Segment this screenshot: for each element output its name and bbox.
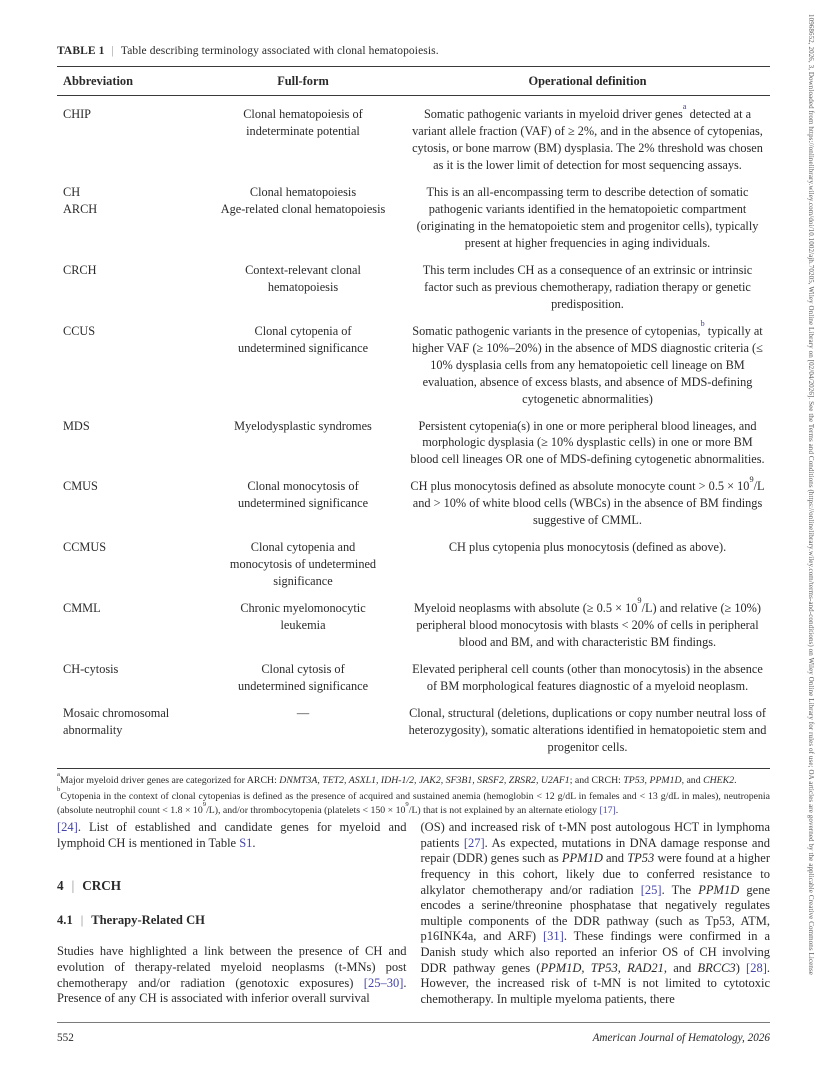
row-mds-definition: Persistent cytopenia(s) in one or more peripheral blood lineages, and morphologic dysplasia (≥ 10% dysplastic cells) in one or more BM blood cell lineages OR one of MDS-defining cytogenetic abnormalities. bbox=[410, 418, 765, 467]
table-label: TABLE 1 bbox=[57, 45, 105, 57]
row-ccmus-full: Clonal cytopenia and monocytosis of undetermined significance bbox=[229, 540, 377, 589]
right-column bbox=[421, 820, 771, 1008]
row-crch-abbr: CRCH bbox=[63, 262, 97, 277]
footnote-a-marker[interactable]: a bbox=[682, 102, 687, 112]
row-cmus-abbr: CMUS bbox=[63, 479, 98, 494]
row-ch-arch-full: Clonal hematopoiesis Age-related clonal hematopoiesis bbox=[220, 184, 386, 216]
subsection-number: 4.1 bbox=[57, 912, 73, 927]
section-title: CRCH bbox=[82, 878, 122, 894]
row-mosaic-full: — bbox=[296, 706, 310, 721]
row-cmml-full: Chronic myelomonocytic leukemia bbox=[240, 601, 366, 633]
ref-31[interactable]: [31] bbox=[543, 929, 564, 944]
row-cmus-definition: CH plus monocytosis defined as absolute monocyte count > $0.5 \times 10^9/L$ and > 10% of white blood cells (WBCs) in the absence of BM findings suggestive of CMML. bbox=[410, 474, 765, 528]
row-chip-full: Clonal hematopoiesis of indeterminate potential bbox=[243, 107, 363, 138]
subsection-heading-therapy-related-ch bbox=[57, 913, 407, 929]
paragraph-therapy-related-ch: Studies have highlighted a link between the presence of CH and evolution of therapy-related myeloid neoplasms (t-MNs) post chemotherapy and/or radiation (genotoxic exposures) [25–30]. Presence of any CH is associated with inferior overall survival bbox=[57, 944, 407, 1006]
row-cmml-abbr: CMML bbox=[63, 601, 101, 616]
table-caption-row bbox=[57, 45, 770, 57]
row-chip-definition: Somatic pathogenic variants in myeloid driver genes$^a$ detected at a variant allele fraction (VAF) of ≥ 2%, and in the absence of cytopenias, cytosis, or bone marrow (BM) dysplasia. The 2% threshold was chosen as it is the lower limit of detection for most sequencing assays. bbox=[412, 102, 763, 172]
row-cmml-definition: Myeloid neoplasms with absolute (≥ $0.5 \times 10^9/L$) and relative (≥ 10%) peripheral blood monocytosis with blasts < 20% of cells in peripheral blood and BM, and with characteristic BM findings. bbox=[413, 596, 761, 650]
ref-17[interactable]: [17] bbox=[599, 805, 616, 817]
column-header-full-form: Full-form bbox=[205, 67, 401, 96]
subheading-separator: | bbox=[80, 912, 84, 927]
table-caption-text: Table describing terminology associated with clonal hematopoiesis. bbox=[120, 45, 439, 57]
copyright-sidebar-text: 10968652, 2026, 3, Downloaded from https://onlinelibrary.wiley.com/doi/10.1002/ajh.70205, Wiley Online Library on [02/04/2026]. See the Terms and Conditions (https://onlinelibrary.wiley.com/terms-and-conditions) on Wiley Online Library for rules of use; OA articles are governed by the applicable Creative Commons License bbox=[807, 14, 815, 976]
row-ccus-abbr: CCUS bbox=[63, 323, 96, 338]
row-cmus-full: Clonal monocytosis of undetermined significance bbox=[237, 479, 369, 511]
link-table-s1[interactable]: S1 bbox=[239, 835, 253, 850]
row-chip-abbr: CHIP bbox=[63, 107, 92, 121]
page-number: 552 bbox=[57, 1032, 74, 1044]
section-number: 4 bbox=[57, 878, 64, 894]
row-ch-cytosis-abbr: CH-cytosis bbox=[63, 662, 119, 677]
row-mds-full: Myelodysplastic syndromes bbox=[234, 418, 372, 433]
row-crch-full: Context-relevant clonal hematopoiesis bbox=[245, 262, 361, 294]
row-mosaic-abbr: Mosaic chromosomal abnormality bbox=[63, 706, 170, 738]
row-ch-arch-abbr: CH ARCH bbox=[63, 184, 98, 216]
article-body bbox=[57, 820, 770, 1008]
subsection-title: Therapy-Related CH bbox=[91, 912, 205, 927]
section-heading-crch bbox=[57, 878, 407, 895]
footnote-b: $^b$Cytopenia in the context of clonal cytopenias is defined as the presence of acquired and sustained anemia (hemoglobin < 12 g/dL in females and < 13 g/dL in males), neutropenia (absolute neutrophil count < $1.8 \times 10^9/L$), and/or thrombocytopenia (platelets < $150 \times 10^9/L$) that is not explained by an alternate etiology [17]. bbox=[57, 786, 770, 817]
caption-separator: | bbox=[111, 45, 114, 57]
ref-25-30[interactable]: [25–30] bbox=[363, 975, 404, 990]
paragraph-genes-list: [24]. List of established and candidate genes for myeloid and lymphoid CH is mentioned in Table S1. bbox=[57, 820, 407, 850]
row-ch-arch-definition: This is an all-encompassing term to describe detection of somatic pathogenic variants identified in the hematopoietic compartment (originating in the hematopoietic stem and progenitor cells), typically present at higher frequencies in aging individuals. bbox=[416, 184, 759, 250]
row-ccmus-definition: CH plus cytopenia plus monocytosis (defined as above). bbox=[448, 540, 727, 555]
table-1-section bbox=[57, 45, 770, 820]
row-ccus-definition: Somatic pathogenic variants in the presence of cytopenias,$^b$ typically at higher VAF (≥ 10%–20%) in the absence of MDS diagnostic criteria (≤ 10% dysplasia cells from any hematopoietic cell lineage on BM evaluation, absence of excess blasts, and absence of MDS-defining cytogenetic abnormalities) bbox=[412, 318, 763, 406]
left-column bbox=[57, 820, 407, 1008]
row-ch-cytosis-full: Clonal cytosis of undetermined significance bbox=[237, 662, 369, 694]
row-mds-abbr: MDS bbox=[63, 418, 90, 433]
column-header-abbreviation: Abbreviation bbox=[57, 67, 205, 96]
row-crch-definition: This term includes CH as a consequence of an extrinsic or intrinsic factor such as previous chemotherapy, radiation therapy or genetic predisposition. bbox=[422, 262, 753, 311]
terminology-table bbox=[57, 66, 770, 769]
ref-28[interactable]: [28] bbox=[746, 960, 767, 975]
journal-name: American Journal of Hematology, 2026 bbox=[592, 1032, 770, 1044]
table-footnotes bbox=[57, 770, 770, 819]
row-ccmus-abbr: CCMUS bbox=[63, 540, 107, 555]
ref-24[interactable]: [24] bbox=[57, 820, 78, 834]
column-header-operational-definition: Operational definition bbox=[401, 67, 770, 96]
heading-separator: | bbox=[71, 878, 75, 894]
page-footer bbox=[57, 1022, 770, 1044]
footnote-a: $^a$Major myeloid driver genes are categorized for ARCH: DNMT3A, TET2, ASXL1, IDH-1/2, JAK2, SF3B1, SRSF2, ZRSR2, U2AF1; and CRCH: TP53, PPM1D, and CHEK2. bbox=[57, 770, 737, 786]
paragraph-os-tmn: (OS) and increased risk of t-MN post autologous HCT in lymphoma patients [27]. As expected, mutations in DNA damage response and repair (DDR) genes such as PPM1D and TP53 were found at a higher frequency in this cohort, likely due to conferred resistance to alkylator chemotherapy and/or radiation [25]. The PPM1D gene encodes a serine/threonine phosphatase that negatively regulates multiple components of the DDR pathway (such as Tp53, ATM, p16INK4a, and ARF) [31]. These findings were confirmed in a Danish study which also reported an inferior OS of CH involving DDR pathway genes (PPM1D, TP53, RAD21, and BRCC3) [28]. However, the increased risk of t-MN is not limited to cytotoxic chemotherapy. In multiple myeloma patients, there bbox=[420, 820, 770, 1006]
row-ccus-full: Clonal cytopenia of undetermined significance bbox=[237, 323, 369, 355]
row-ch-cytosis-definition: Elevated peripheral cell counts (other than monocytosis) in the absence of BM morphological features diagnostic of a myeloid neoplasm. bbox=[412, 662, 763, 694]
ref-27[interactable]: [27] bbox=[463, 835, 485, 850]
footnote-b-marker[interactable]: b bbox=[700, 318, 705, 328]
row-mosaic-definition: Clonal, structural (deletions, duplications or copy number neutral loss of heterozygosity), somatic alterations identified in hematopoietic stem and progenitor cells. bbox=[408, 706, 767, 754]
ref-25[interactable]: [25] bbox=[640, 882, 662, 897]
